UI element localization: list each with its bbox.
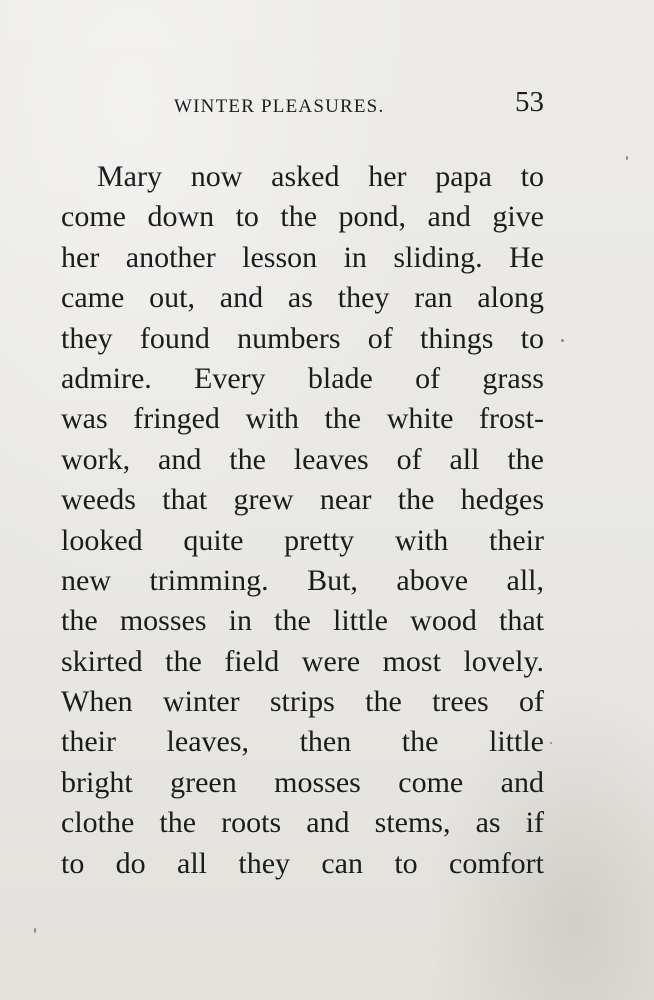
text-line: new trimming. But, above all, — [61, 563, 544, 597]
text-line: came out, and as they ran along — [61, 281, 544, 315]
text-line: the mosses in the little wood that — [61, 604, 544, 638]
body-text — [61, 157, 544, 884]
paper-speck — [34, 928, 36, 933]
text-line: was fringed with the white frost- — [61, 402, 544, 436]
text-line: skirted the field were most lovely. — [61, 644, 544, 678]
paper-speck — [626, 156, 628, 160]
text-line: bright green mosses come and — [61, 765, 544, 799]
page-header — [60, 86, 544, 126]
text-line: work, and the leaves of all the — [61, 442, 544, 476]
running-title: WINTER PLEASURES. — [174, 96, 385, 117]
text-line: Mary now asked her papa to — [97, 160, 544, 193]
text-line: weeds that grew near the hedges — [61, 483, 544, 517]
paper-speck — [561, 339, 564, 342]
text-line: clothe the roots and stems, as if — [61, 806, 544, 840]
text-line: looked quite pretty with their — [61, 523, 544, 557]
page-number: 53 — [515, 86, 544, 118]
text-line: her another lesson in sliding. He — [61, 240, 544, 274]
text-line: admire. Every blade of grass — [61, 361, 544, 395]
text-line: come down to the pond, and give — [61, 200, 544, 234]
text-line: When winter strips the trees of — [61, 685, 544, 719]
text-line: to do all they can to comfort — [61, 846, 544, 880]
paper-speck — [550, 742, 552, 744]
text-line: they found numbers of things to — [61, 321, 544, 355]
text-line: their leaves, then the little — [61, 725, 544, 759]
